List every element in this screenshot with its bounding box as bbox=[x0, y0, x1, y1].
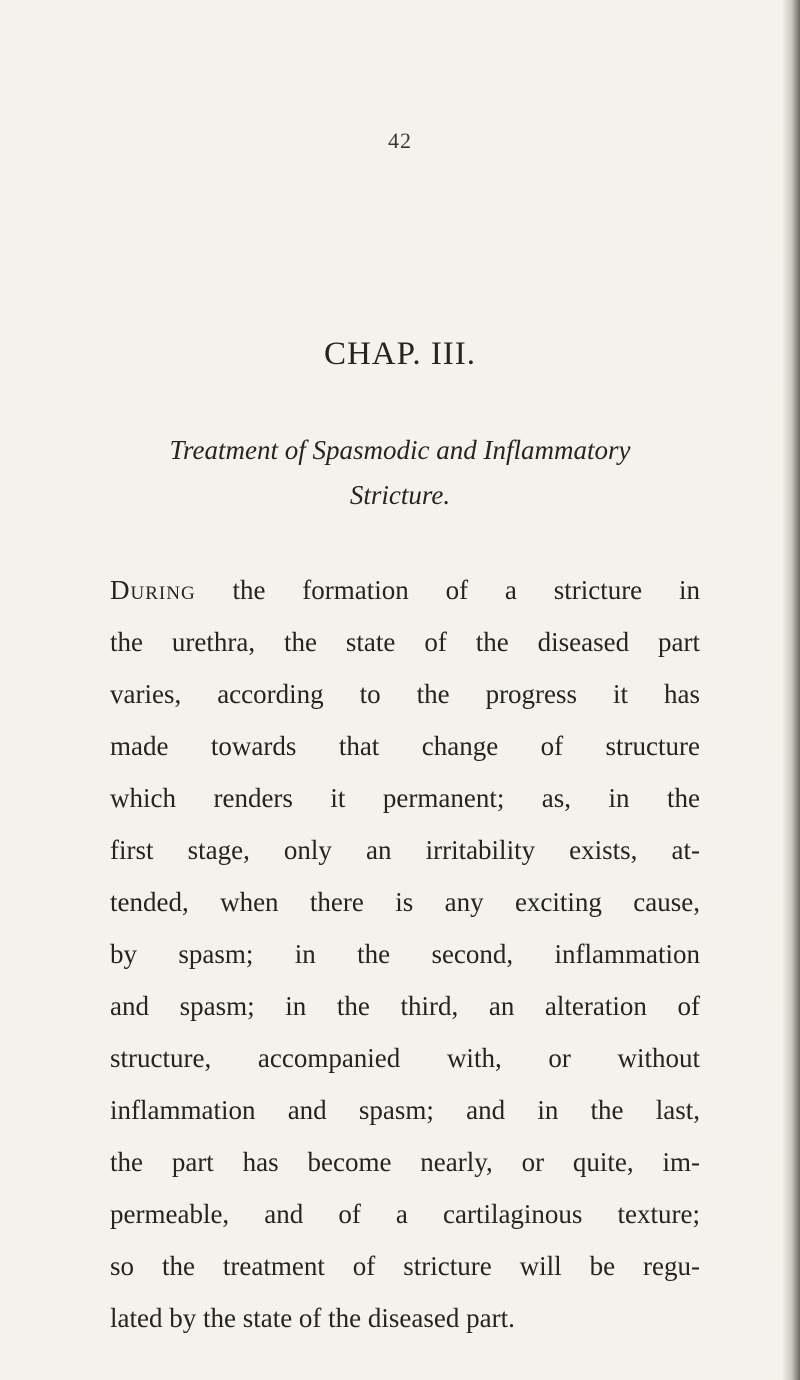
first-line-text: the formation of a stricture in bbox=[195, 575, 700, 605]
paragraph-line: made towards that change of structure bbox=[110, 731, 700, 761]
page-number: 42 bbox=[388, 128, 412, 153]
paragraph-line: permeable, and of a cartilaginous texture; bbox=[110, 1199, 700, 1229]
page-edge-shadow bbox=[782, 0, 800, 1380]
paragraph-line: and spasm; in the third, an alteration of bbox=[110, 991, 700, 1021]
chapter-subtitle bbox=[0, 428, 800, 518]
subtitle-line: Stricture. bbox=[349, 480, 451, 510]
chapter-heading: CHAP. III. bbox=[323, 336, 477, 372]
paragraph-line: the part has become nearly, or quite, im- bbox=[110, 1147, 700, 1177]
drop-word: During bbox=[110, 575, 196, 605]
paragraph-line: varies, according to the progress it has bbox=[110, 679, 700, 709]
paragraph-line: the urethra, the state of the diseased part bbox=[110, 627, 700, 657]
body-paragraph bbox=[110, 564, 700, 1344]
paragraph-line: inflammation and spasm; and in the last, bbox=[110, 1095, 700, 1125]
paragraph-line: lated by the state of the diseased part. bbox=[110, 1303, 515, 1333]
paragraph-line: structure, accompanied with, or without bbox=[110, 1043, 700, 1073]
paragraph-line: first stage, only an irritability exists, at- bbox=[110, 835, 700, 865]
paragraph-line: which renders it permanent; as, in the bbox=[110, 783, 700, 813]
paragraph-line: by spasm; in the second, inflammation bbox=[110, 939, 700, 969]
paragraph-line bbox=[110, 564, 700, 616]
subtitle-line: Treatment of Spasmodic and Inflammatory bbox=[169, 435, 631, 465]
paragraph-line: so the treatment of stricture will be regu- bbox=[110, 1251, 700, 1281]
paragraph-line: tended, when there is any exciting cause, bbox=[110, 887, 700, 917]
